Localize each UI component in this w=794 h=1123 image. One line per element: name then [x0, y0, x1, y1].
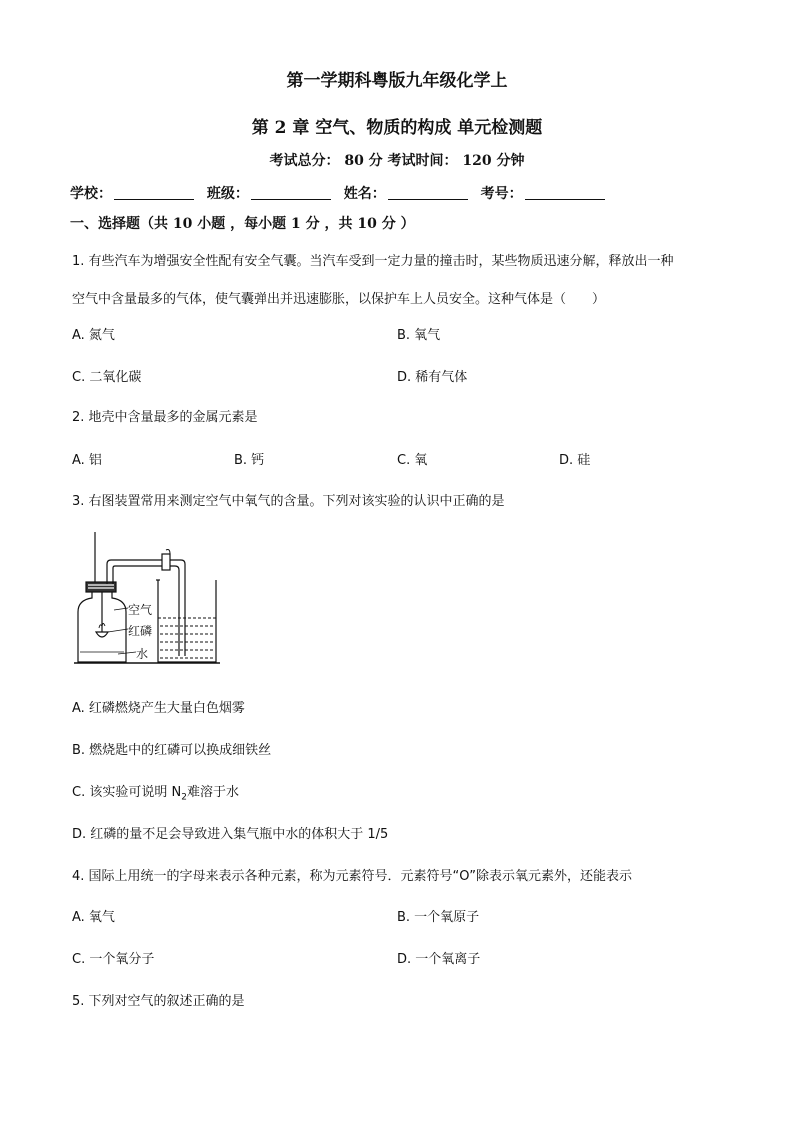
- label-water: 水: [136, 647, 149, 661]
- school-blank[interactable]: [114, 185, 194, 200]
- oxygen-measurement-apparatus-figure: [70, 528, 230, 668]
- q5-stem: 5. 下列对空气的叙述正确的是: [72, 994, 245, 1009]
- q2-option-b[interactable]: B. 钙: [234, 453, 265, 468]
- exam-info: 考试总分： 80 分 考试时间： 120 分钟: [269, 153, 525, 169]
- q2-option-a[interactable]: A. 铝: [72, 453, 102, 468]
- name-label: 姓名：: [343, 186, 386, 202]
- section-title: 一、选择题（共 10 小题 ，每小题 1 分 ，共 10 分 ）: [70, 216, 415, 232]
- q4-option-c[interactable]: C. 一个氧分子: [72, 952, 155, 967]
- q4-option-d[interactable]: D. 一个氧离子: [397, 952, 481, 967]
- q3-option-c-suffix: 难溶于水: [186, 785, 239, 800]
- q4-option-b[interactable]: B. 一个氧原子: [397, 910, 480, 925]
- q2-option-c[interactable]: C. 氧: [397, 453, 428, 468]
- q2-option-d[interactable]: D. 硅: [559, 453, 591, 468]
- q1-option-b[interactable]: B. 氧气: [397, 328, 441, 343]
- q3-option-b[interactable]: B. 燃烧匙中的红磷可以换成细铁丝: [72, 743, 272, 758]
- label-red-phosphorus: 红磷: [128, 624, 153, 638]
- q3-option-a[interactable]: A. 红磷燃烧产生大量白色烟雾: [72, 701, 245, 716]
- class-blank[interactable]: [251, 185, 331, 200]
- q3-option-c-subscript: 2: [181, 792, 187, 803]
- number-blank[interactable]: [525, 185, 605, 200]
- q4-stem: 4. 国际上用统一的字母来表示各种元素，称为元素符号．元素符号“O”除表示氧元素外，还能表示: [72, 869, 633, 884]
- q3-option-d[interactable]: D. 红磷的量不足会导致进入集气瓶中水的体积大于 1/5: [72, 827, 389, 842]
- label-air: 空气: [128, 603, 153, 617]
- apparatus-diagram: [70, 528, 230, 668]
- page-title: 第一学期科粤版九年级化学上: [286, 71, 508, 91]
- q3-option-c-prefix: C. 该实验可说明 N: [72, 785, 182, 800]
- chapter-title: 第 2 章 空气、物质的构成 单元检测题: [251, 118, 543, 138]
- q4-option-a[interactable]: A. 氧气: [72, 910, 115, 925]
- name-blank[interactable]: [388, 185, 468, 200]
- number-label: 考号：: [480, 186, 523, 202]
- q3-stem: 3. 右图装置常用来测定空气中氧气的含量。下列对该实验的认识中正确的是: [72, 494, 505, 509]
- q1-option-d[interactable]: D. 稀有气体: [397, 370, 468, 385]
- q3-option-c[interactable]: [72, 781, 239, 803]
- q1-stem-line1: 1. 有些汽车为增强安全性配有安全气囊。当汽车受到一定力量的撞击时，某些物质迅速分解，释放出一种: [72, 254, 674, 269]
- q1-option-c[interactable]: C. 二氧化碳: [72, 370, 142, 385]
- q1-option-a[interactable]: A. 氮气: [72, 328, 115, 343]
- q1-stem-line2: 空气中含量最多的气体，使气囊弹出并迅速膨胀，以保护车上人员安全。这种气体是（ ）: [72, 292, 606, 307]
- school-label: 学校：: [70, 186, 112, 202]
- student-info-line: [70, 183, 613, 203]
- q2-stem: 2. 地壳中含量最多的金属元素是: [72, 410, 258, 425]
- class-label: 班级：: [206, 186, 249, 202]
